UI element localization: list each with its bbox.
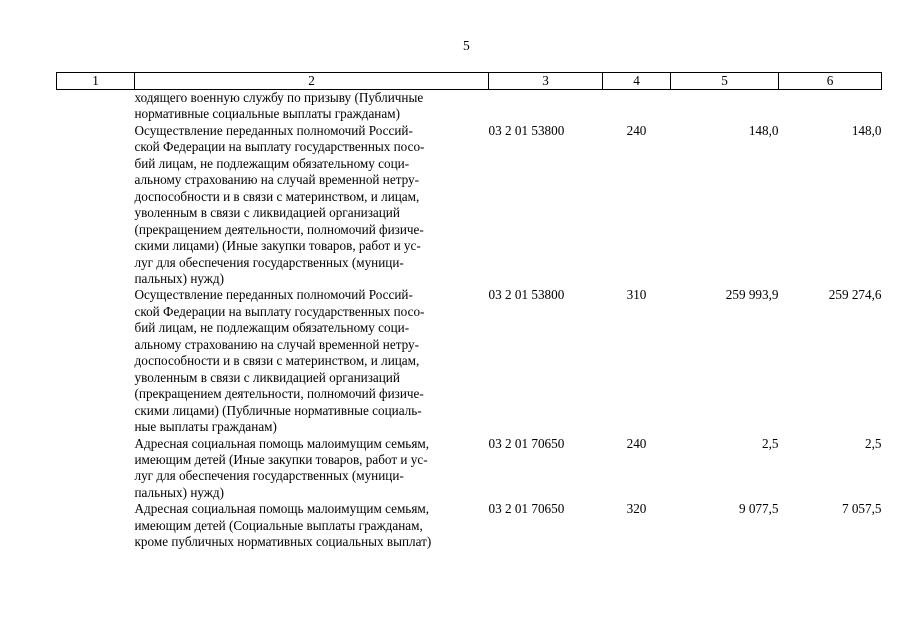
column-header-5: 5	[671, 73, 779, 90]
table-body	[57, 90, 882, 551]
row-amount-col6	[779, 90, 882, 123]
row-number-cell	[57, 90, 135, 123]
row-target-code: 03 2 01 53800	[488, 122, 565, 138]
budget-table	[56, 72, 882, 551]
row-target-code	[489, 90, 603, 123]
row-description: Адресная социальная помощь малоимущим семьям, имеющим детей (Иные закупки товаров, работ и ус- луг для обеспечения государственных (муници- пальных) нужд)	[134, 435, 430, 500]
row-description: ходящего военную службу по призыву (Публичные нормативные социальные выплаты гражданам)	[134, 90, 424, 122]
column-header-4: 4	[603, 73, 671, 90]
row-amount-col6: 148,0	[851, 122, 882, 138]
page-number: 5	[463, 38, 470, 53]
row-amount-col5: 2,5	[762, 435, 779, 451]
column-header-6: 6	[779, 73, 882, 90]
row-description: Осуществление переданных полномочий Россий- ской Федерации на выплату государственных посо- бий лицам, не подлежащим обязательному соци- альному страхованию на случай временной нетру- доспособности и в связи с материнством, и лицам, уволенным в связи с ликвидацией организаций (прекращением деятельности, полномочий физиче- скими лицами) (Публичные нормативные социаль- ные выплаты гражданам)	[134, 287, 425, 435]
row-description: Адресная социальная помощь малоимущим семьям, имеющим детей (Социальные выплаты гражданам, кроме публичных нормативных социальных выплат)	[134, 501, 432, 550]
row-target-code: 03 2 01 70650	[488, 435, 565, 451]
table-row	[57, 123, 882, 288]
column-header-3: 3	[489, 73, 603, 90]
row-target-code: 03 2 01 70650	[488, 501, 565, 517]
row-amount-col5	[671, 90, 779, 123]
table-row	[57, 501, 882, 550]
row-number-cell	[57, 501, 135, 550]
row-number-cell	[57, 436, 135, 502]
row-expense-type: 240	[626, 435, 647, 451]
row-amount-col5: 148,0	[748, 122, 779, 138]
row-expense-type: 310	[626, 287, 647, 303]
row-expense-type: 320	[626, 501, 647, 517]
table-row	[57, 436, 882, 502]
row-target-code: 03 2 01 53800	[488, 287, 565, 303]
row-number-cell	[57, 287, 135, 435]
column-header-1: 1	[57, 73, 135, 90]
row-description: Осуществление переданных полномочий Россий- ской Федерации на выплату государственных посо- бий лицам, не подлежащим обязательному соци- альному страхованию на случай временной нетру- доспособности и в связи с материнством, и лицам, уволенным в связи с ликвидацией организаций (прекращением деятельности, полномочий физиче- скими лицами) (Иные закупки товаров, работ и ус- луг для обеспечения государственных (муници- пальных) нужд)	[134, 122, 425, 286]
row-amount-col6: 259 274,6	[828, 287, 882, 303]
row-amount-col6: 7 057,5	[841, 501, 882, 517]
row-expense-type: 240	[626, 122, 647, 138]
column-number-header-row	[57, 73, 882, 90]
row-amount-col5: 9 077,5	[738, 501, 779, 517]
column-header-2: 2	[135, 73, 489, 90]
row-amount-col6: 2,5	[865, 435, 882, 451]
table-row	[57, 287, 882, 435]
table-row	[57, 90, 882, 123]
row-expense-type	[603, 90, 671, 123]
row-amount-col5: 259 993,9	[725, 287, 779, 303]
row-number-cell	[57, 123, 135, 288]
